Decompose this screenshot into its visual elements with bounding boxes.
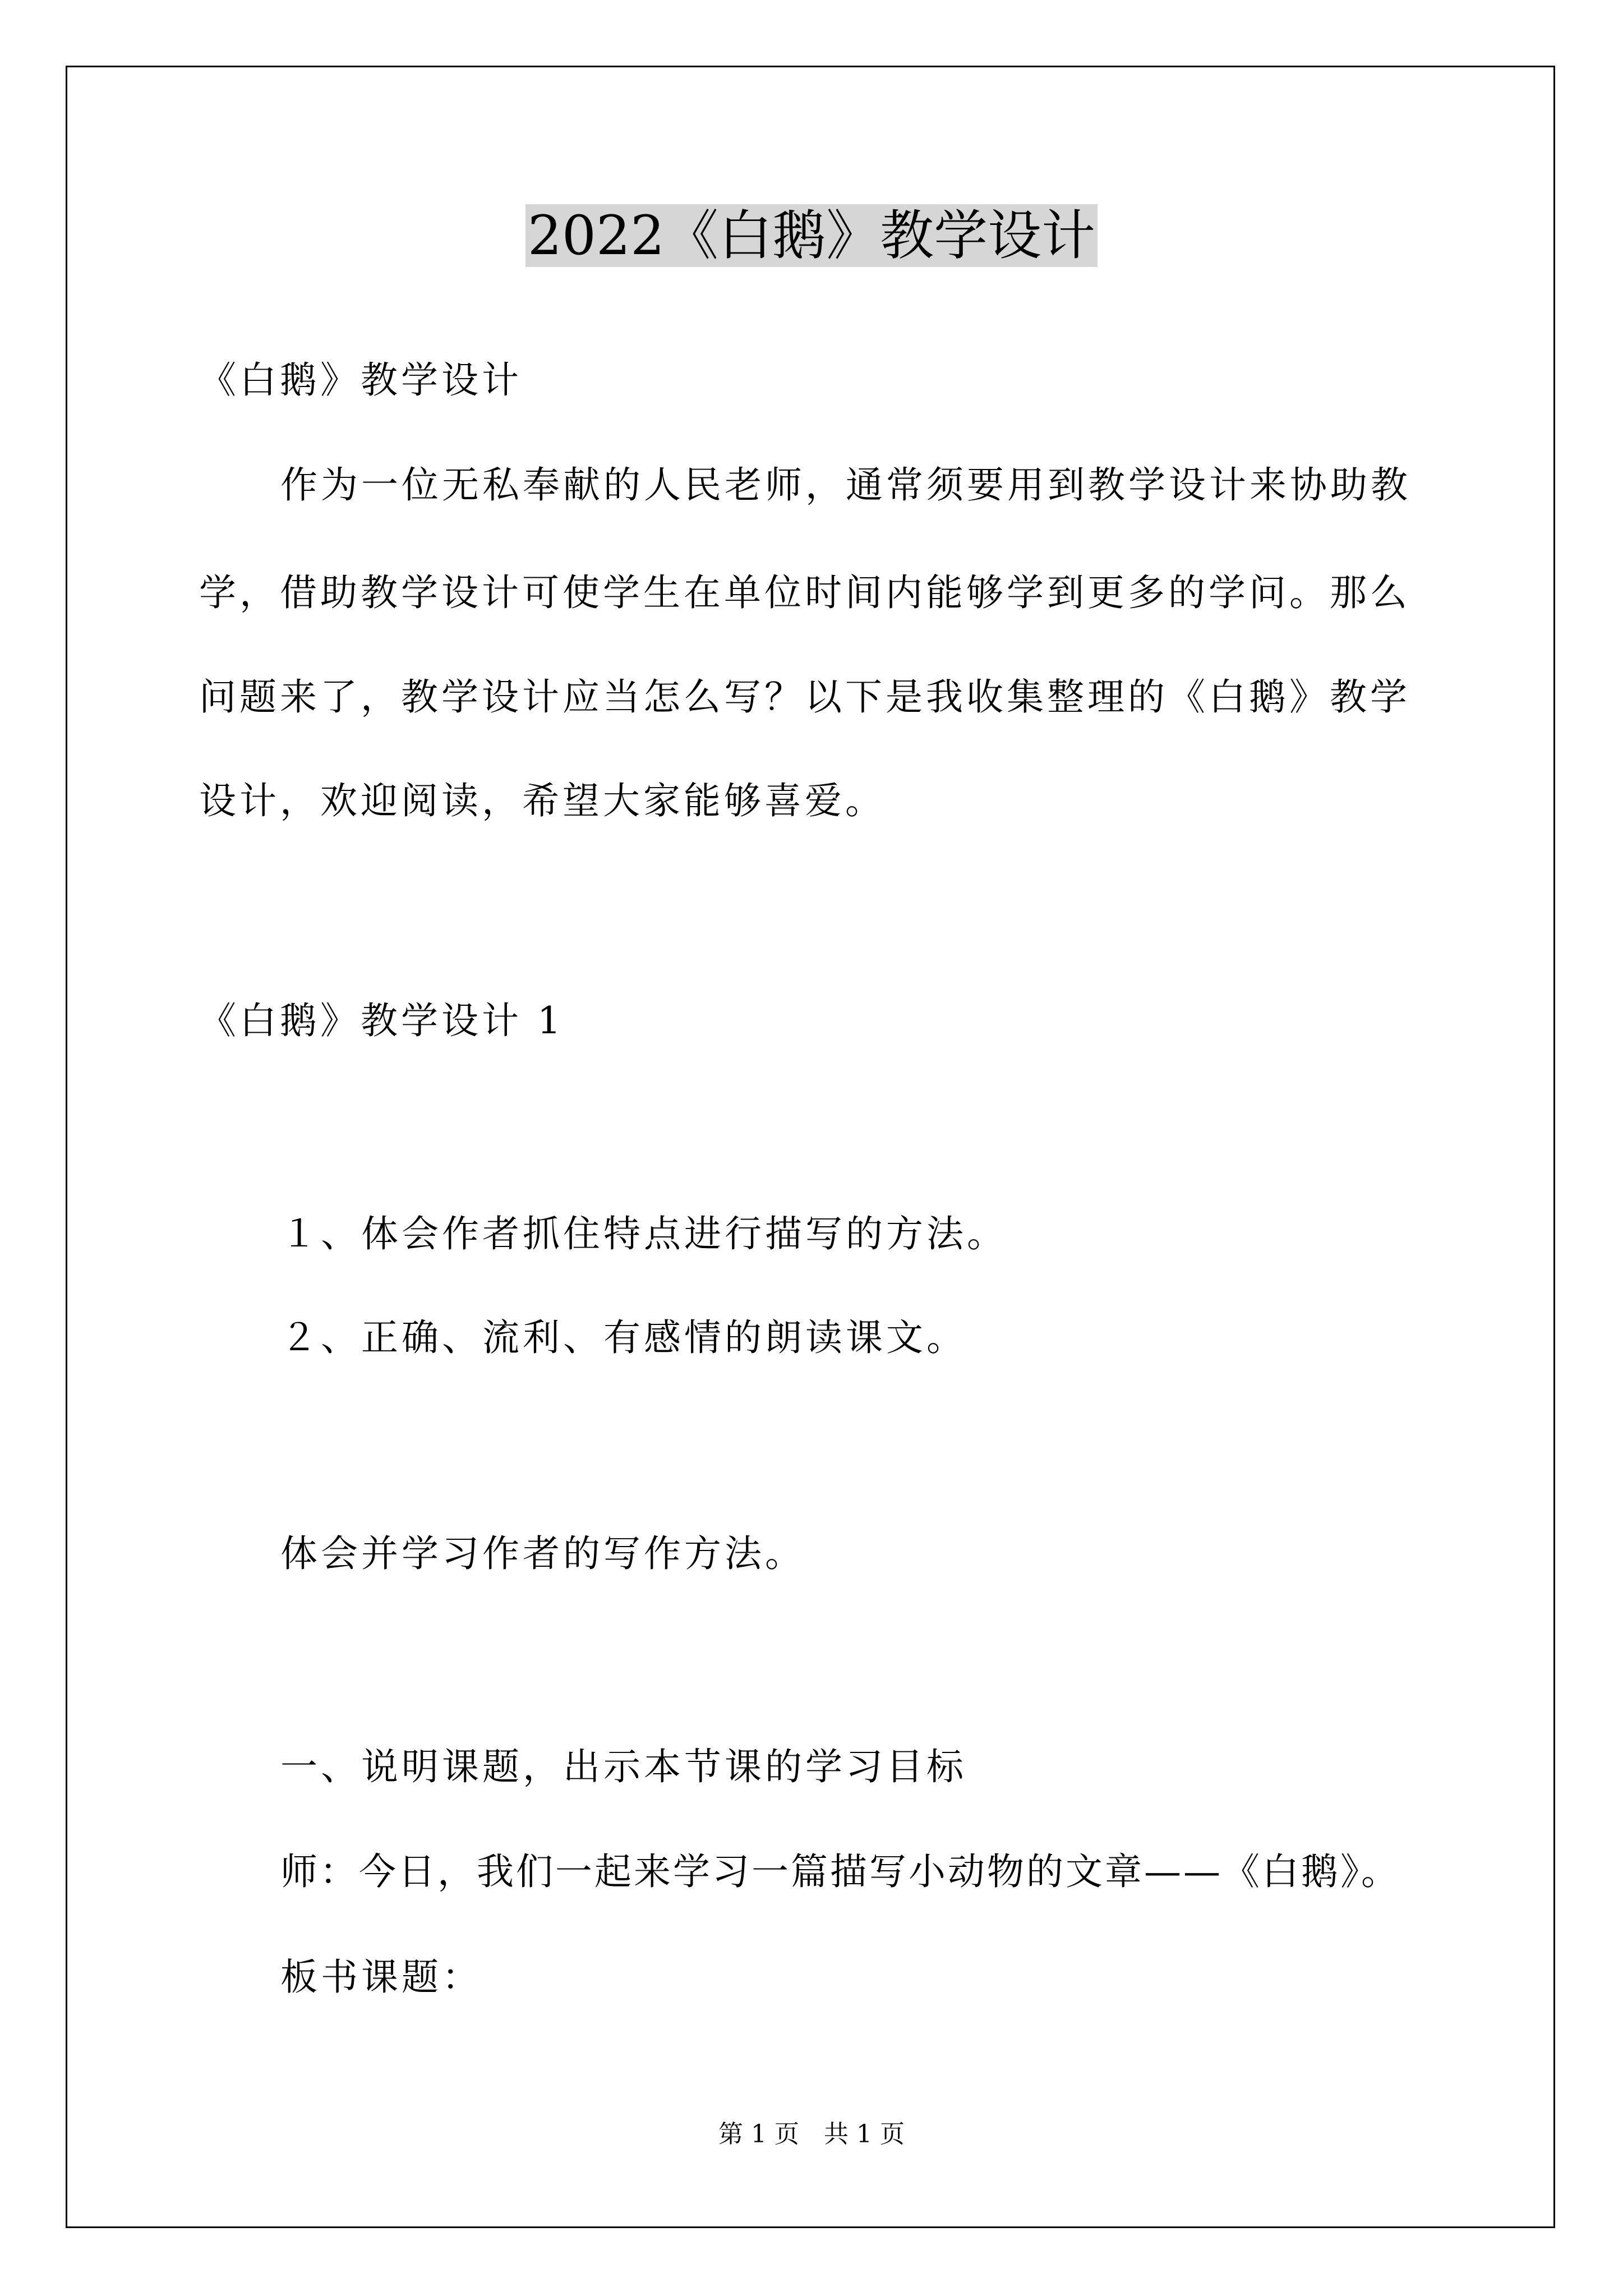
- objective-2: ２、正确、流利、有感情的朗读课文。: [280, 1316, 967, 1359]
- intro-line-3: 问题来了，教学设计应当怎么写？以下是我收集整理的《白鹅》教学: [199, 675, 1410, 719]
- page-footer: 第 1 页 共 1 页: [718, 2120, 905, 2148]
- step-one-heading: 一、说明课题，出示本节课的学习目标: [280, 1745, 967, 1788]
- intro-line-2: 学，借助教学设计可使学生在单位时间内能够学到更多的学问。那么: [199, 571, 1410, 614]
- document-title-text: 2022《白鹅》教学设计: [525, 204, 1098, 267]
- subtitle: 《白鹅》教学设计: [199, 358, 522, 402]
- objective-1: １、体会作者抓住特点进行描写的方法。: [280, 1212, 1007, 1255]
- board-line: 板书课题：: [280, 1955, 482, 1999]
- section-heading: 《白鹅》教学设计 1: [199, 999, 564, 1042]
- document-title: [0, 199, 1623, 272]
- intro-line-1: 作为一位无私奉献的人民老师，通常须要用到教学设计来协助教: [280, 463, 1411, 507]
- intro-line-4: 设计，欢迎阅读，希望大家能够喜爱。: [199, 779, 886, 822]
- key-point: 体会并学习作者的写作方法。: [280, 1532, 805, 1575]
- teacher-line: 师：今日，我们一起来学习一篇描写小动物的文章——《白鹅》。: [280, 1850, 1400, 1893]
